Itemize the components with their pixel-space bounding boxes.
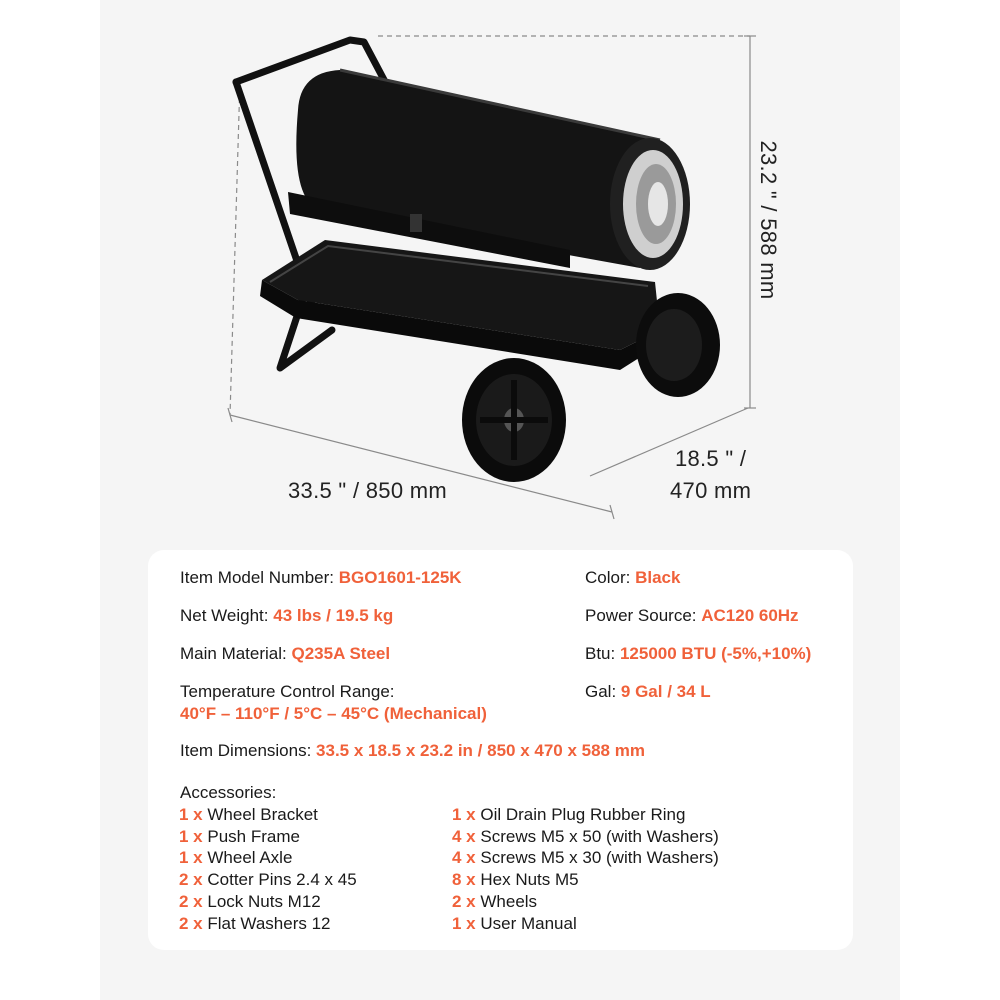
spec-power-label: Power Source: xyxy=(585,606,702,625)
burner-cylinder xyxy=(288,70,690,270)
accessory-item xyxy=(179,913,357,935)
spec-power xyxy=(585,605,799,627)
accessory-qty: 4 x xyxy=(452,826,476,846)
spec-temp-label: Temperature Control Range: xyxy=(180,682,395,701)
accessory-item xyxy=(452,847,719,869)
spec-btu xyxy=(585,643,811,665)
spec-model-label: Item Model Number: xyxy=(180,568,339,587)
accessory-item xyxy=(452,826,719,848)
spec-gal-label: Gal: xyxy=(585,682,621,701)
accessory-item xyxy=(452,913,719,935)
accessory-item xyxy=(452,869,719,891)
spec-gal-value: 9 Gal / 34 L xyxy=(620,682,711,701)
accessory-qty: 2 x xyxy=(179,913,203,933)
accessory-name: Hex Nuts M5 xyxy=(475,870,579,890)
product-image-area xyxy=(100,0,900,540)
spec-temp-value: 40°F – 110°F / 5°C – 45°C (Mechanical) xyxy=(180,704,487,723)
height-dimension-label: 23.2 ʺ / 588 mm xyxy=(756,140,781,300)
spec-power-value: AC120 60Hz xyxy=(701,606,799,625)
spec-color-value: Black xyxy=(635,568,681,587)
accessory-name: Push Frame xyxy=(202,826,300,846)
accessory-name: Wheels xyxy=(475,891,538,911)
accessory-qty: 1 x xyxy=(452,913,476,933)
depth-dimension-line1: 18.5 ʺ / xyxy=(674,446,747,471)
accessory-qty: 2 x xyxy=(179,891,203,911)
spec-weight-label: Net Weight: xyxy=(180,606,274,625)
accessory-qty: 8 x xyxy=(452,870,476,890)
front-wheel xyxy=(462,358,566,482)
spec-btu-value: 125000 BTU (-5%,+10%) xyxy=(619,644,812,663)
accessory-name: User Manual xyxy=(475,913,577,933)
spec-material-value: Q235A Steel xyxy=(291,644,391,663)
accessory-item xyxy=(179,826,357,848)
accessory-item xyxy=(452,891,719,913)
accessory-qty: 1 x xyxy=(452,805,476,824)
accessory-qty: 1 x xyxy=(179,805,203,824)
accessory-item xyxy=(179,804,357,826)
depth-dimension-line2: 470 mm xyxy=(670,478,752,503)
spec-dims-label: Item Dimensions: xyxy=(180,741,317,760)
accessory-name: Screws M5 x 30 (with Washers) xyxy=(475,848,719,868)
accessory-name: Wheel Bracket xyxy=(202,805,318,824)
spec-dims xyxy=(180,740,645,762)
spec-model-value: BGO1601-125K xyxy=(338,568,462,587)
accessory-name: Flat Washers 12 xyxy=(202,913,331,933)
accessory-name: Lock Nuts M12 xyxy=(202,891,321,911)
spec-weight xyxy=(180,605,393,627)
accessory-item xyxy=(179,847,357,869)
accessory-qty: 1 x xyxy=(179,826,203,846)
spec-model xyxy=(180,567,462,589)
spec-material xyxy=(180,643,390,665)
accessories-title: Accessories: xyxy=(180,783,277,802)
spec-gal xyxy=(585,681,711,703)
accessory-name: Cotter Pins 2.4 x 45 xyxy=(202,870,357,890)
spec-color-label: Color: xyxy=(585,568,636,587)
spec-temp xyxy=(180,681,487,725)
rear-wheel xyxy=(636,293,720,397)
accessory-qty: 2 x xyxy=(452,891,476,911)
accessory-item xyxy=(452,804,719,826)
accessory-name: Oil Drain Plug Rubber Ring xyxy=(475,805,686,824)
spec-material-label: Main Material: xyxy=(180,644,292,663)
accessory-qty: 2 x xyxy=(179,870,203,890)
accessory-item xyxy=(179,891,357,913)
accessory-name: Screws M5 x 50 (with Washers) xyxy=(475,826,719,846)
width-dimension-label: 33.5 ʺ / 850 mm xyxy=(288,478,448,503)
accessory-qty: 4 x xyxy=(452,848,476,868)
accessory-qty: 1 x xyxy=(179,848,203,868)
spec-dims-value: 33.5 x 18.5 x 23.2 in / 850 x 470 x 588 mm xyxy=(316,741,645,760)
accessories-left-list xyxy=(179,804,357,934)
accessory-name: Wheel Axle xyxy=(202,848,293,868)
accessories-right-list xyxy=(452,804,719,934)
depth-dimension-label xyxy=(670,443,751,507)
spec-btu-label: Btu: xyxy=(585,644,620,663)
accessory-item xyxy=(179,869,357,891)
spec-color xyxy=(585,567,680,589)
spec-weight-value: 43 lbs / 19.5 kg xyxy=(273,606,394,625)
